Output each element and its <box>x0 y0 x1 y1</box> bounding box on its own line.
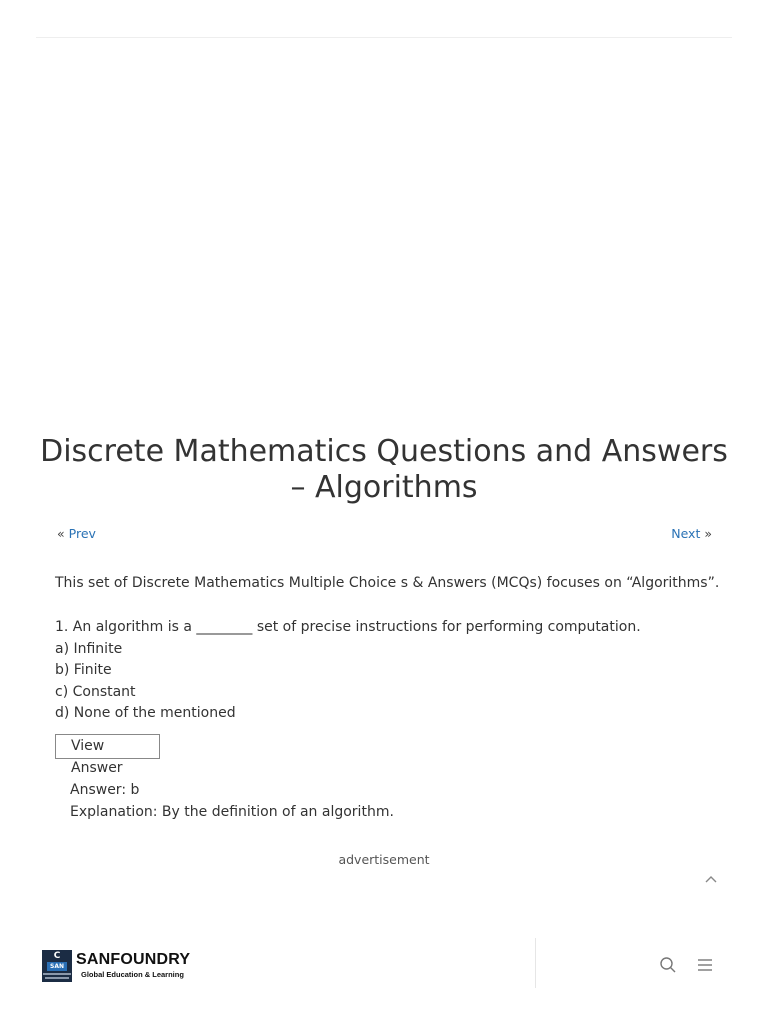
answer-text: Answer: b <box>70 782 140 798</box>
option-b: b) Finite <box>55 662 112 678</box>
next-arrow: » <box>704 526 712 541</box>
search-button[interactable] <box>658 955 678 975</box>
header-divider <box>36 37 732 38</box>
search-icon <box>658 955 678 975</box>
logo-badge-text: SAN <box>47 962 67 971</box>
scroll-to-top-button[interactable] <box>700 868 722 890</box>
answer-block <box>70 780 730 823</box>
chevron-up-icon <box>700 868 722 890</box>
explanation-text: Explanation: By the definition of an algorithm. <box>70 803 394 820</box>
menu-icon <box>695 955 715 975</box>
page-title: Discrete Mathematics Questions and Answers – Algorithms <box>40 434 728 505</box>
logo-badge-letter: C <box>53 951 61 961</box>
question-block <box>55 617 735 725</box>
question-text: 1. An algorithm is a ________ set of precise instructions for performing computation. <box>55 619 641 635</box>
menu-button[interactable] <box>695 955 715 975</box>
intro-text: This set of Discrete Mathematics Multiple Choice s & Answers (MCQs) focuses on “Algorithms”. <box>55 575 720 591</box>
option-d: d) None of the mentioned <box>55 705 236 721</box>
prev-nav <box>57 526 96 541</box>
prev-arrow: « <box>57 526 65 541</box>
advertisement-label: advertisement <box>338 852 430 867</box>
option-c: c) Constant <box>55 683 136 700</box>
next-nav <box>671 526 712 541</box>
next-link[interactable]: Next <box>671 526 701 541</box>
footer-bar <box>0 938 768 992</box>
logo-badge <box>42 950 72 982</box>
brand-tagline: Global Education & Learning <box>81 970 184 979</box>
prev-link[interactable]: Prev <box>68 526 96 541</box>
option-a: a) Infinite <box>55 640 123 657</box>
view-answer-button[interactable]: View Answer <box>55 734 160 759</box>
brand-name: SANFOUNDRY <box>76 951 191 968</box>
footer-divider <box>535 938 536 988</box>
